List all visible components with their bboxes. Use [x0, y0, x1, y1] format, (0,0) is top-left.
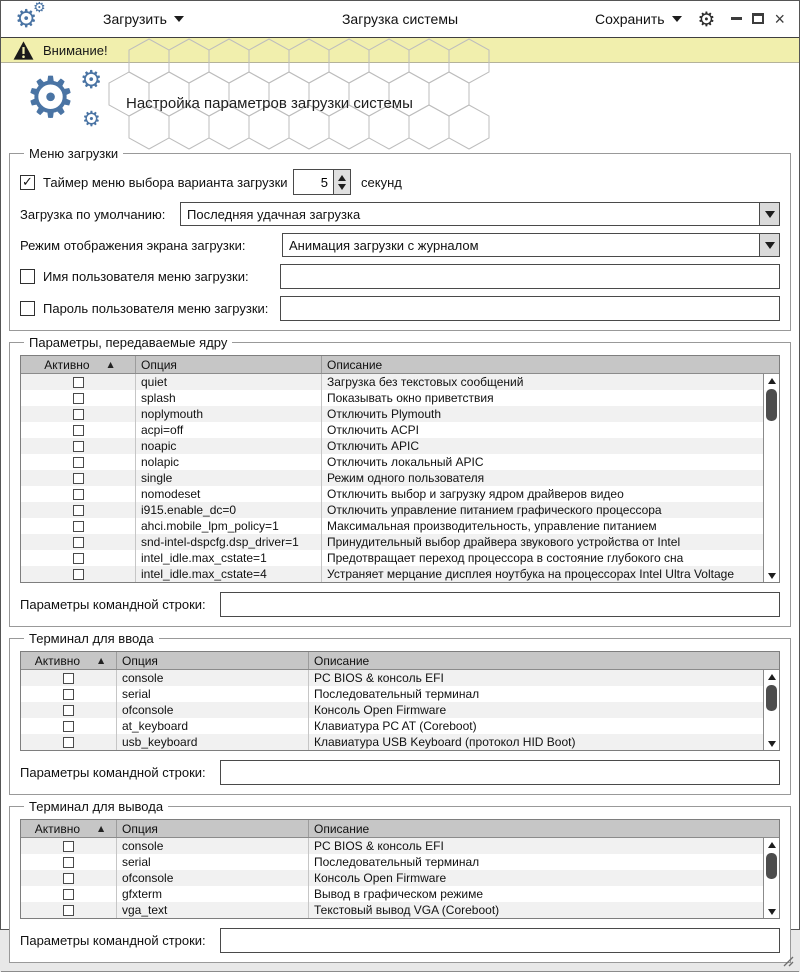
row-checkbox[interactable]	[63, 841, 74, 852]
cmdline-row	[20, 760, 780, 785]
row-option: nomodeset	[136, 486, 322, 502]
row-checkbox[interactable]	[73, 425, 84, 436]
spin-down-icon[interactable]	[338, 184, 346, 190]
close-button[interactable]: ×	[774, 8, 785, 29]
row-description: Отключить выбор и загрузку ядром драйверов видео	[327, 487, 624, 501]
table-header	[21, 820, 779, 838]
row-option: console	[117, 838, 309, 854]
row-option: ofconsole	[117, 870, 309, 886]
row-checkbox[interactable]	[73, 489, 84, 500]
row-description: Консоль Open Firmware	[314, 703, 447, 717]
default-boot-label: Загрузка по умолчанию:	[20, 206, 166, 222]
gear-icon: ⚙	[25, 65, 77, 131]
row-checkbox[interactable]	[63, 705, 74, 716]
scrollbar-thumb[interactable]	[766, 389, 777, 421]
scroll-down-button[interactable]	[764, 569, 779, 582]
row-checkbox[interactable]	[73, 377, 84, 388]
load-menu-label: Загрузить	[103, 11, 167, 27]
vertical-scrollbar[interactable]	[763, 838, 779, 918]
row-checkbox[interactable]	[63, 689, 74, 700]
table-rows	[21, 670, 763, 750]
row-option: intel_idle.max_cstate=1	[136, 550, 322, 566]
table-row[interactable]	[21, 550, 763, 566]
column-header-active-label: Активно	[44, 357, 90, 372]
row-description: Отключить локальный APIC	[327, 455, 484, 469]
timer-checkbox[interactable]	[20, 175, 35, 190]
chevron-down-icon	[765, 211, 775, 218]
row-option: ofconsole	[117, 702, 309, 718]
warning-icon	[13, 41, 34, 60]
toolbar	[1, 1, 799, 38]
warning-text: Внимание!	[43, 42, 108, 58]
row-description: Консоль Open Firmware	[314, 871, 447, 885]
scroll-up-button[interactable]	[764, 374, 779, 387]
row-active-cell	[21, 454, 136, 470]
column-header-description[interactable]	[322, 356, 779, 373]
row-checkbox[interactable]	[73, 393, 84, 404]
row-active-cell	[21, 886, 117, 902]
row-checkbox[interactable]	[73, 441, 84, 452]
table-row[interactable]	[21, 566, 763, 582]
scroll-up-button[interactable]	[764, 838, 779, 851]
row-checkbox[interactable]	[73, 473, 84, 484]
save-menu-button[interactable]	[595, 11, 682, 27]
kernel-params-table	[20, 355, 780, 583]
input-terminal-legend: Терминал для ввода	[29, 631, 154, 646]
default-boot-value: Последняя удачная загрузка	[187, 206, 361, 222]
display-mode-label: Режим отображения экрана загрузки:	[20, 237, 246, 253]
row-checkbox[interactable]	[73, 537, 84, 548]
row-active-cell	[21, 854, 117, 870]
table-header	[21, 356, 779, 374]
column-header-description[interactable]	[309, 652, 779, 669]
scrollbar-track[interactable]	[764, 851, 779, 905]
row-option: snd-intel-dspcfg.dsp_driver=1	[136, 534, 322, 550]
row-description: Режим одного пользователя	[327, 471, 485, 485]
kernel-params-group	[9, 335, 791, 627]
row-option: i915.enable_dc=0	[136, 502, 322, 518]
table-body	[21, 670, 779, 750]
row-description: Показывать окно приветствия	[327, 391, 494, 405]
table-row[interactable]	[21, 534, 763, 550]
display-mode-value: Анимация загрузки с журналом	[289, 237, 479, 253]
vertical-scrollbar[interactable]	[763, 670, 779, 750]
row-active-cell	[21, 718, 117, 734]
row-option: acpi=off	[136, 422, 322, 438]
display-mode-select[interactable]	[282, 233, 780, 257]
gear-icon: ⚙	[80, 65, 103, 94]
row-description: Клавиатура PC AT (Coreboot)	[314, 719, 477, 733]
gear-icon: ⚙	[82, 107, 101, 131]
table-row[interactable]	[21, 838, 763, 854]
scroll-up-icon	[768, 378, 776, 384]
row-option: splash	[136, 390, 322, 406]
row-description: PC BIOS & консоль EFI	[314, 839, 444, 853]
cmdline-label: Параметры командной строки:	[20, 597, 206, 612]
chevron-down-icon	[765, 242, 775, 249]
seconds-label: секунд	[361, 174, 402, 190]
scroll-down-button[interactable]	[764, 737, 779, 750]
table-row[interactable]	[21, 702, 763, 718]
row-active-cell	[21, 486, 136, 502]
column-header-option[interactable]	[117, 652, 309, 669]
minimize-button[interactable]	[731, 17, 742, 20]
table-row[interactable]	[21, 454, 763, 470]
row-checkbox[interactable]	[73, 521, 84, 532]
gear-icon: ⚙	[15, 4, 38, 33]
username-row	[20, 264, 780, 289]
scroll-up-button[interactable]	[764, 670, 779, 683]
table-row[interactable]	[21, 718, 763, 734]
table-row[interactable]	[21, 670, 763, 686]
input-terminal-table	[20, 651, 780, 751]
output-terminal-table	[20, 819, 780, 919]
row-option: single	[136, 470, 322, 486]
scroll-down-button[interactable]	[764, 905, 779, 918]
boot-settings-gears-icon	[25, 65, 117, 135]
username-label: Имя пользователя меню загрузки:	[43, 269, 249, 284]
cmdline-row	[20, 592, 780, 617]
row-active-cell	[21, 390, 136, 406]
resize-grip[interactable]	[781, 954, 794, 967]
page-header	[1, 63, 799, 142]
username-input[interactable]	[280, 264, 780, 289]
row-description: Последовательный терминал	[314, 855, 480, 869]
row-active-cell	[21, 438, 136, 454]
row-option: noapic	[136, 438, 322, 454]
toolbar-right	[595, 9, 785, 29]
row-active-cell	[21, 566, 136, 582]
sort-ascending-icon: ▲	[107, 360, 114, 369]
sort-ascending-icon: ▲	[98, 656, 105, 665]
column-header-option-label: Опция	[122, 653, 158, 668]
row-description: Текстовый вывод VGA (Coreboot)	[314, 903, 500, 917]
scrollbar-track[interactable]	[764, 683, 779, 737]
scroll-down-icon	[768, 741, 776, 747]
row-description: Загрузка без текстовых сообщений	[327, 375, 524, 389]
gear-icon: ⚙	[33, 0, 46, 16]
row-active-cell	[21, 870, 117, 886]
column-header-option[interactable]	[136, 356, 322, 373]
input-terminal-cmdline-input[interactable]	[220, 760, 780, 785]
row-option: quiet	[136, 374, 322, 390]
table-row[interactable]	[21, 438, 763, 454]
row-active-cell	[21, 406, 136, 422]
scroll-down-icon	[768, 909, 776, 915]
row-checkbox[interactable]	[63, 673, 74, 684]
row-description: Устраняет мерцание дисплея ноутбука на процессорах Intel Ultra Voltage	[327, 567, 734, 581]
username-checkbox[interactable]	[20, 269, 35, 284]
row-checkbox[interactable]	[73, 409, 84, 420]
kernel-params-legend: Параметры, передаваемые ядру	[29, 335, 228, 350]
table-rows	[21, 374, 763, 582]
row-option: nolapic	[136, 454, 322, 470]
table-body	[21, 374, 779, 582]
row-active-cell	[21, 550, 136, 566]
row-checkbox[interactable]	[63, 873, 74, 884]
table-row[interactable]	[21, 870, 763, 886]
column-header-description-label: Описание	[327, 357, 383, 372]
cmdline-label: Параметры командной строки:	[20, 933, 206, 948]
row-description: Принудительный выбор драйвера звукового устройства от Intel	[327, 535, 681, 549]
combo-dropdown-button[interactable]	[759, 234, 779, 256]
vertical-scrollbar[interactable]	[763, 374, 779, 582]
password-checkbox[interactable]	[20, 301, 35, 316]
display-mode-row	[20, 233, 780, 257]
window-title: Загрузка системы	[341, 11, 459, 27]
scrollbar-thumb[interactable]	[766, 853, 777, 879]
timer-spinbox[interactable]	[293, 169, 351, 195]
row-description: Максимальная производительность, управление питанием	[327, 519, 657, 533]
output-terminal-cmdline-input[interactable]	[220, 928, 780, 953]
row-checkbox[interactable]	[73, 457, 84, 468]
output-terminal-legend: Терминал для вывода	[29, 799, 164, 814]
settings-gear-icon[interactable]: ⚙	[697, 7, 716, 31]
row-option: intel_idle.max_cstate=4	[136, 566, 322, 582]
row-option: console	[117, 670, 309, 686]
table-row[interactable]	[21, 374, 763, 390]
input-terminal-group	[9, 631, 791, 795]
row-active-cell	[21, 734, 117, 750]
row-option: gfxterm	[117, 886, 309, 902]
table-rows	[21, 838, 763, 918]
table-row[interactable]	[21, 686, 763, 702]
row-description: Отключить APIC	[327, 439, 419, 453]
cmdline-row	[20, 928, 780, 953]
row-description: PC BIOS & консоль EFI	[314, 671, 444, 685]
boot-menu-group	[9, 146, 791, 331]
column-header-option-label: Опция	[122, 821, 158, 836]
row-option: ahci.mobile_lpm_policy=1	[136, 518, 322, 534]
row-checkbox[interactable]	[73, 569, 84, 580]
output-terminal-group	[9, 799, 791, 963]
default-boot-row	[20, 202, 780, 226]
row-option: vga_text	[117, 902, 309, 918]
window-controls	[731, 8, 785, 29]
column-header-option[interactable]	[117, 820, 309, 837]
row-checkbox[interactable]	[73, 505, 84, 516]
table-row[interactable]	[21, 406, 763, 422]
row-description: Отключить ACPI	[327, 423, 419, 437]
combo-dropdown-button[interactable]	[759, 203, 779, 225]
column-header-active-label: Активно	[34, 653, 81, 668]
default-boot-select[interactable]	[180, 202, 780, 226]
cmdline-label: Параметры командной строки:	[20, 765, 206, 780]
row-active-cell	[21, 902, 117, 918]
password-row	[20, 296, 780, 321]
table-body	[21, 838, 779, 918]
row-description: Клавиатура USB Keyboard (протокол HID Boot)	[314, 735, 576, 749]
row-checkbox[interactable]	[63, 905, 74, 916]
row-option: serial	[117, 854, 309, 870]
scrollbar-track[interactable]	[764, 387, 779, 569]
row-active-cell	[21, 686, 117, 702]
table-row[interactable]	[21, 470, 763, 486]
row-active-cell	[21, 702, 117, 718]
row-checkbox[interactable]	[63, 721, 74, 732]
row-description: Отключить Plymouth	[327, 407, 442, 421]
row-checkbox[interactable]	[63, 737, 74, 748]
row-active-cell	[21, 470, 136, 486]
scrollbar-thumb[interactable]	[766, 685, 777, 711]
table-row[interactable]	[21, 390, 763, 406]
row-description: Отключить управление питанием графического процессора	[327, 503, 662, 517]
row-active-cell	[21, 374, 136, 390]
table-row[interactable]	[21, 902, 763, 918]
row-active-cell	[21, 518, 136, 534]
timer-value: 5	[320, 174, 328, 190]
table-row[interactable]	[21, 422, 763, 438]
chevron-down-icon	[672, 16, 682, 22]
row-description: Последовательный терминал	[314, 687, 480, 701]
column-header-active-label: Активно	[34, 821, 81, 836]
row-option: serial	[117, 686, 309, 702]
spin-buttons[interactable]	[333, 170, 350, 194]
row-checkbox[interactable]	[73, 553, 84, 564]
scroll-up-icon	[768, 842, 776, 848]
warning-banner	[1, 38, 799, 63]
row-description: Вывод в графическом режиме	[314, 887, 484, 901]
boot-menu-legend: Меню загрузки	[29, 146, 119, 161]
row-active-cell	[21, 534, 136, 550]
table-row[interactable]	[21, 502, 763, 518]
row-checkbox[interactable]	[63, 857, 74, 868]
spin-up-icon[interactable]	[338, 175, 346, 181]
row-active-cell	[21, 502, 136, 518]
table-row[interactable]	[21, 886, 763, 902]
scroll-down-icon	[768, 573, 776, 579]
column-header-active[interactable]	[21, 356, 136, 373]
column-header-active[interactable]	[21, 652, 117, 669]
column-header-active[interactable]	[21, 820, 117, 837]
column-header-description-label: Описание	[314, 653, 370, 668]
table-header	[21, 652, 779, 670]
timer-row	[20, 169, 780, 195]
scroll-up-icon	[768, 674, 776, 680]
sort-ascending-icon: ▲	[98, 824, 105, 833]
password-label: Пароль пользователя меню загрузки:	[43, 301, 269, 316]
maximize-button[interactable]	[752, 13, 764, 24]
timer-label: Таймер меню выбора варианта загрузки	[43, 174, 288, 190]
row-description: Предотвращает переход процессора в состояние глубокого сна	[327, 551, 684, 565]
row-active-cell	[21, 838, 117, 854]
column-header-option-label: Опция	[141, 357, 177, 372]
table-row[interactable]	[21, 486, 763, 502]
column-header-description[interactable]	[309, 820, 779, 837]
table-row[interactable]	[21, 518, 763, 534]
row-option: at_keyboard	[117, 718, 309, 734]
save-menu-label: Сохранить	[594, 11, 665, 27]
password-input[interactable]	[280, 296, 780, 321]
row-option: usb_keyboard	[117, 734, 309, 750]
row-option: noplymouth	[136, 406, 322, 422]
page-title: Настройка параметров загрузки системы	[126, 95, 413, 112]
table-row[interactable]	[21, 734, 763, 750]
row-checkbox[interactable]	[63, 889, 74, 900]
table-row[interactable]	[21, 854, 763, 870]
kernel-cmdline-input[interactable]	[220, 592, 780, 617]
column-header-description-label: Описание	[314, 821, 370, 836]
row-active-cell	[21, 422, 136, 438]
row-active-cell	[21, 670, 117, 686]
